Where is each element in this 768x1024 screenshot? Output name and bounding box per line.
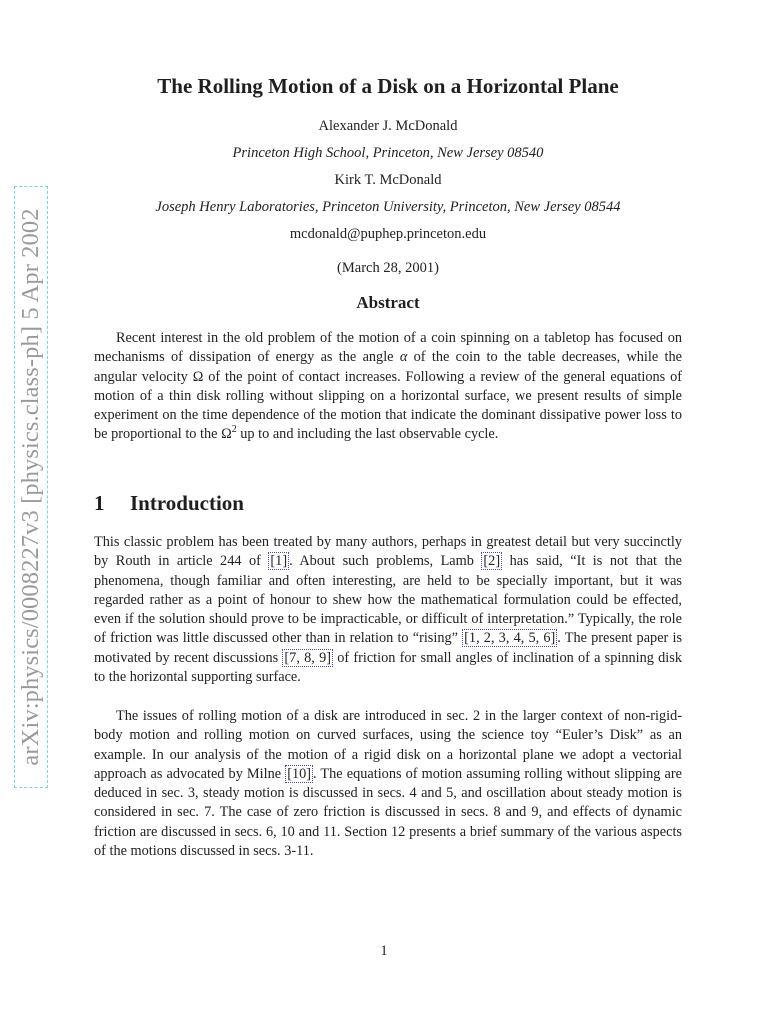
citation-link[interactable]: [1, 2, 3, 4, 5, 6]: [464, 630, 556, 647]
section-heading: [94, 491, 244, 516]
abstract-text: Recent interest in the old problem of the motion of a coin spinning on a tabletop has focused on mechanisms of dissipation of energy as the angle α of the coin to the table decreases, while the angular velocity Ω of the point of contact increases. Following a review of the general equations of motion of a thin disk rolling without slipping on a horizontal surface, we present results of simple experiment on the time dependence of the motion that indicate the dominant dissipative power loss to be proportional to the $\Omega^2$ up to and including the last observable cycle.: [94, 330, 682, 443]
author-2: Kirk T. McDonald: [334, 172, 442, 188]
citation-link[interactable]: [10]: [287, 765, 312, 782]
page-number: 1: [380, 943, 388, 959]
affiliation-2: Joseph Henry Laboratories, Princeton University, Princeton, New Jersey 08544: [155, 199, 621, 215]
paper-title: The Rolling Motion of a Disk on a Horizontal Plane: [157, 74, 619, 98]
arxiv-stamp[interactable]: [14, 186, 48, 788]
abstract-heading: Abstract: [356, 293, 420, 312]
author-1: Alexander J. McDonald: [318, 118, 458, 134]
date: (March 28, 2001): [337, 260, 439, 276]
citation-link[interactable]: [7, 8, 9]: [284, 649, 331, 666]
section-number: 1: [94, 491, 105, 515]
intro-paragraph-2: The issues of rolling motion of a disk are introduced in sec. 2 in the larger context of non-rigid-body motion and rolling motion on curved surfaces, using the science toy “Euler’s Disk” as an example. In our analysis of the motion of a rigid disk on a horizontal plane we adopt a vectorial approach as advocated by Milne [10] . The equations of motion assuming rolling without slipping are deduced in sec. 3, steady motion is discussed in secs. 4 and 5, and oscillation about steady motion is considered in sec. 7. The case of zero friction is discussed in secs. 8 and 9, and effects of dynamic friction are discussed in secs. 6, 10 and 11. Section 12 presents a brief summary of the various aspects of the motions discussed in secs. 3-11.: [94, 708, 682, 860]
intro-paragraph-1: This classic problem has been treated by many authors, perhaps in greatest detail but very succinctly by Routh in article 244 of [1] . About such problems, Lamb [2] has said, “It is not that the phenomena, though familiar and often interesting, are held to be specially important, but it was regarded rather as a point of honour to shew how the mathematical formulation could be effected, even if the solution should prove to be impracticable, or difficult of interpretation.” Typically, the role of friction was little discussed other than in relation to “rising” [1, 2, 3, 4, 5, 6] . The present paper is motivated by recent discussions [7, 8, 9] of friction for small angles of inclination of a spinning disk to the horizontal supporting surface.: [94, 534, 683, 686]
email: mcdonald@puphep.princeton.edu: [289, 226, 487, 242]
citation-link[interactable]: [2]: [483, 553, 501, 570]
arxiv-id: arXiv:physics/0008227v3 [physics.class-ph] 5 Apr 2002: [17, 208, 44, 766]
affiliation-1: Princeton High School, Princeton, New Jersey 08540: [232, 145, 544, 161]
citation-link[interactable]: [1]: [270, 553, 288, 570]
section-title: Introduction: [130, 491, 244, 515]
